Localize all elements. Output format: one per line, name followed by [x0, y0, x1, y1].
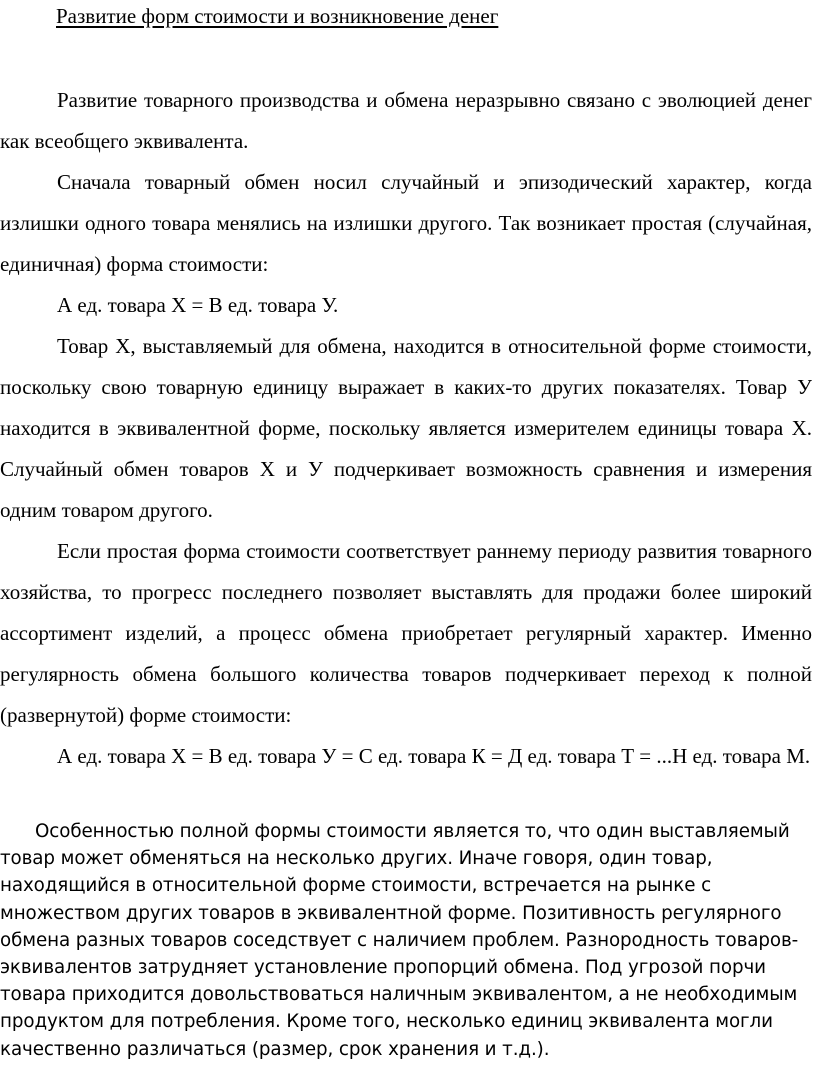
paragraph-goods-x-y: Товар Х, выставляемый для обмена, находится в относительной форме стоимости, поскольку свою товарную единицу выражает в каких-то других показателях. Товар У находится в эквивалентной форме, поскольку является измерителем единицы товара Х. Случайный обмен товаров Х и У подчеркивает возможность сравнения и измерения одним товаром другого. [0, 334, 812, 522]
document-body-continued [0, 818, 812, 1063]
document-body [0, 80, 812, 777]
document-title: Развитие форм стоимости и возникновение денег [56, 4, 499, 28]
paragraph-intro: Развитие товарного производства и обмена неразрывно связано с эволюцией денег как всеобщего эквивалента. [0, 88, 812, 153]
formula-simple: А ед. товара Х = В ед. товара У. [57, 293, 339, 317]
paragraph-full-form: Если простая форма стоимости соответствует раннему периоду развития товарного хозяйства, то прогресс последнего позволяет выставлять для продажи более широкий ассортимент изделий, а процесс обмена приобретает регулярный характер. Именно регулярность обмена большого количества товаров подчеркивает переход к полной (развернутой) форме стоимости: [0, 539, 812, 727]
paragraph-full-form-features: Особенностью полной формы стоимости является то, что один выставляемый товар может обменяться на несколько других. Иначе говоря, один товар, находящийся в относительной форме стоимости, встречается на рынке с множеством других товаров в эквивалентной форме. Позитивность регулярного обмена разных товаров соседствует с наличием проблем. Разнородность товаров-эквивалентов затрудняет установление пропорций обмена. Под угрозой порчи товара приходится довольствоваться наличным эквивалентом, а не необходимым продуктом для потребления. Кроме того, несколько единиц эквивалента могли качественно различаться (размер, срок хранения и т.д.). [0, 821, 799, 1060]
formula-full: А ед. товара Х = В ед. товара У = С ед. товара К = Д ед. товара Т = ...Н ед. товара М. [57, 744, 811, 768]
paragraph-simple-form: Сначала товарный обмен носил случайный и эпизодический характер, когда излишки одного товара менялись на излишки другого. Так возникает простая (случайная, единичная) форма стоимости: [0, 170, 812, 276]
